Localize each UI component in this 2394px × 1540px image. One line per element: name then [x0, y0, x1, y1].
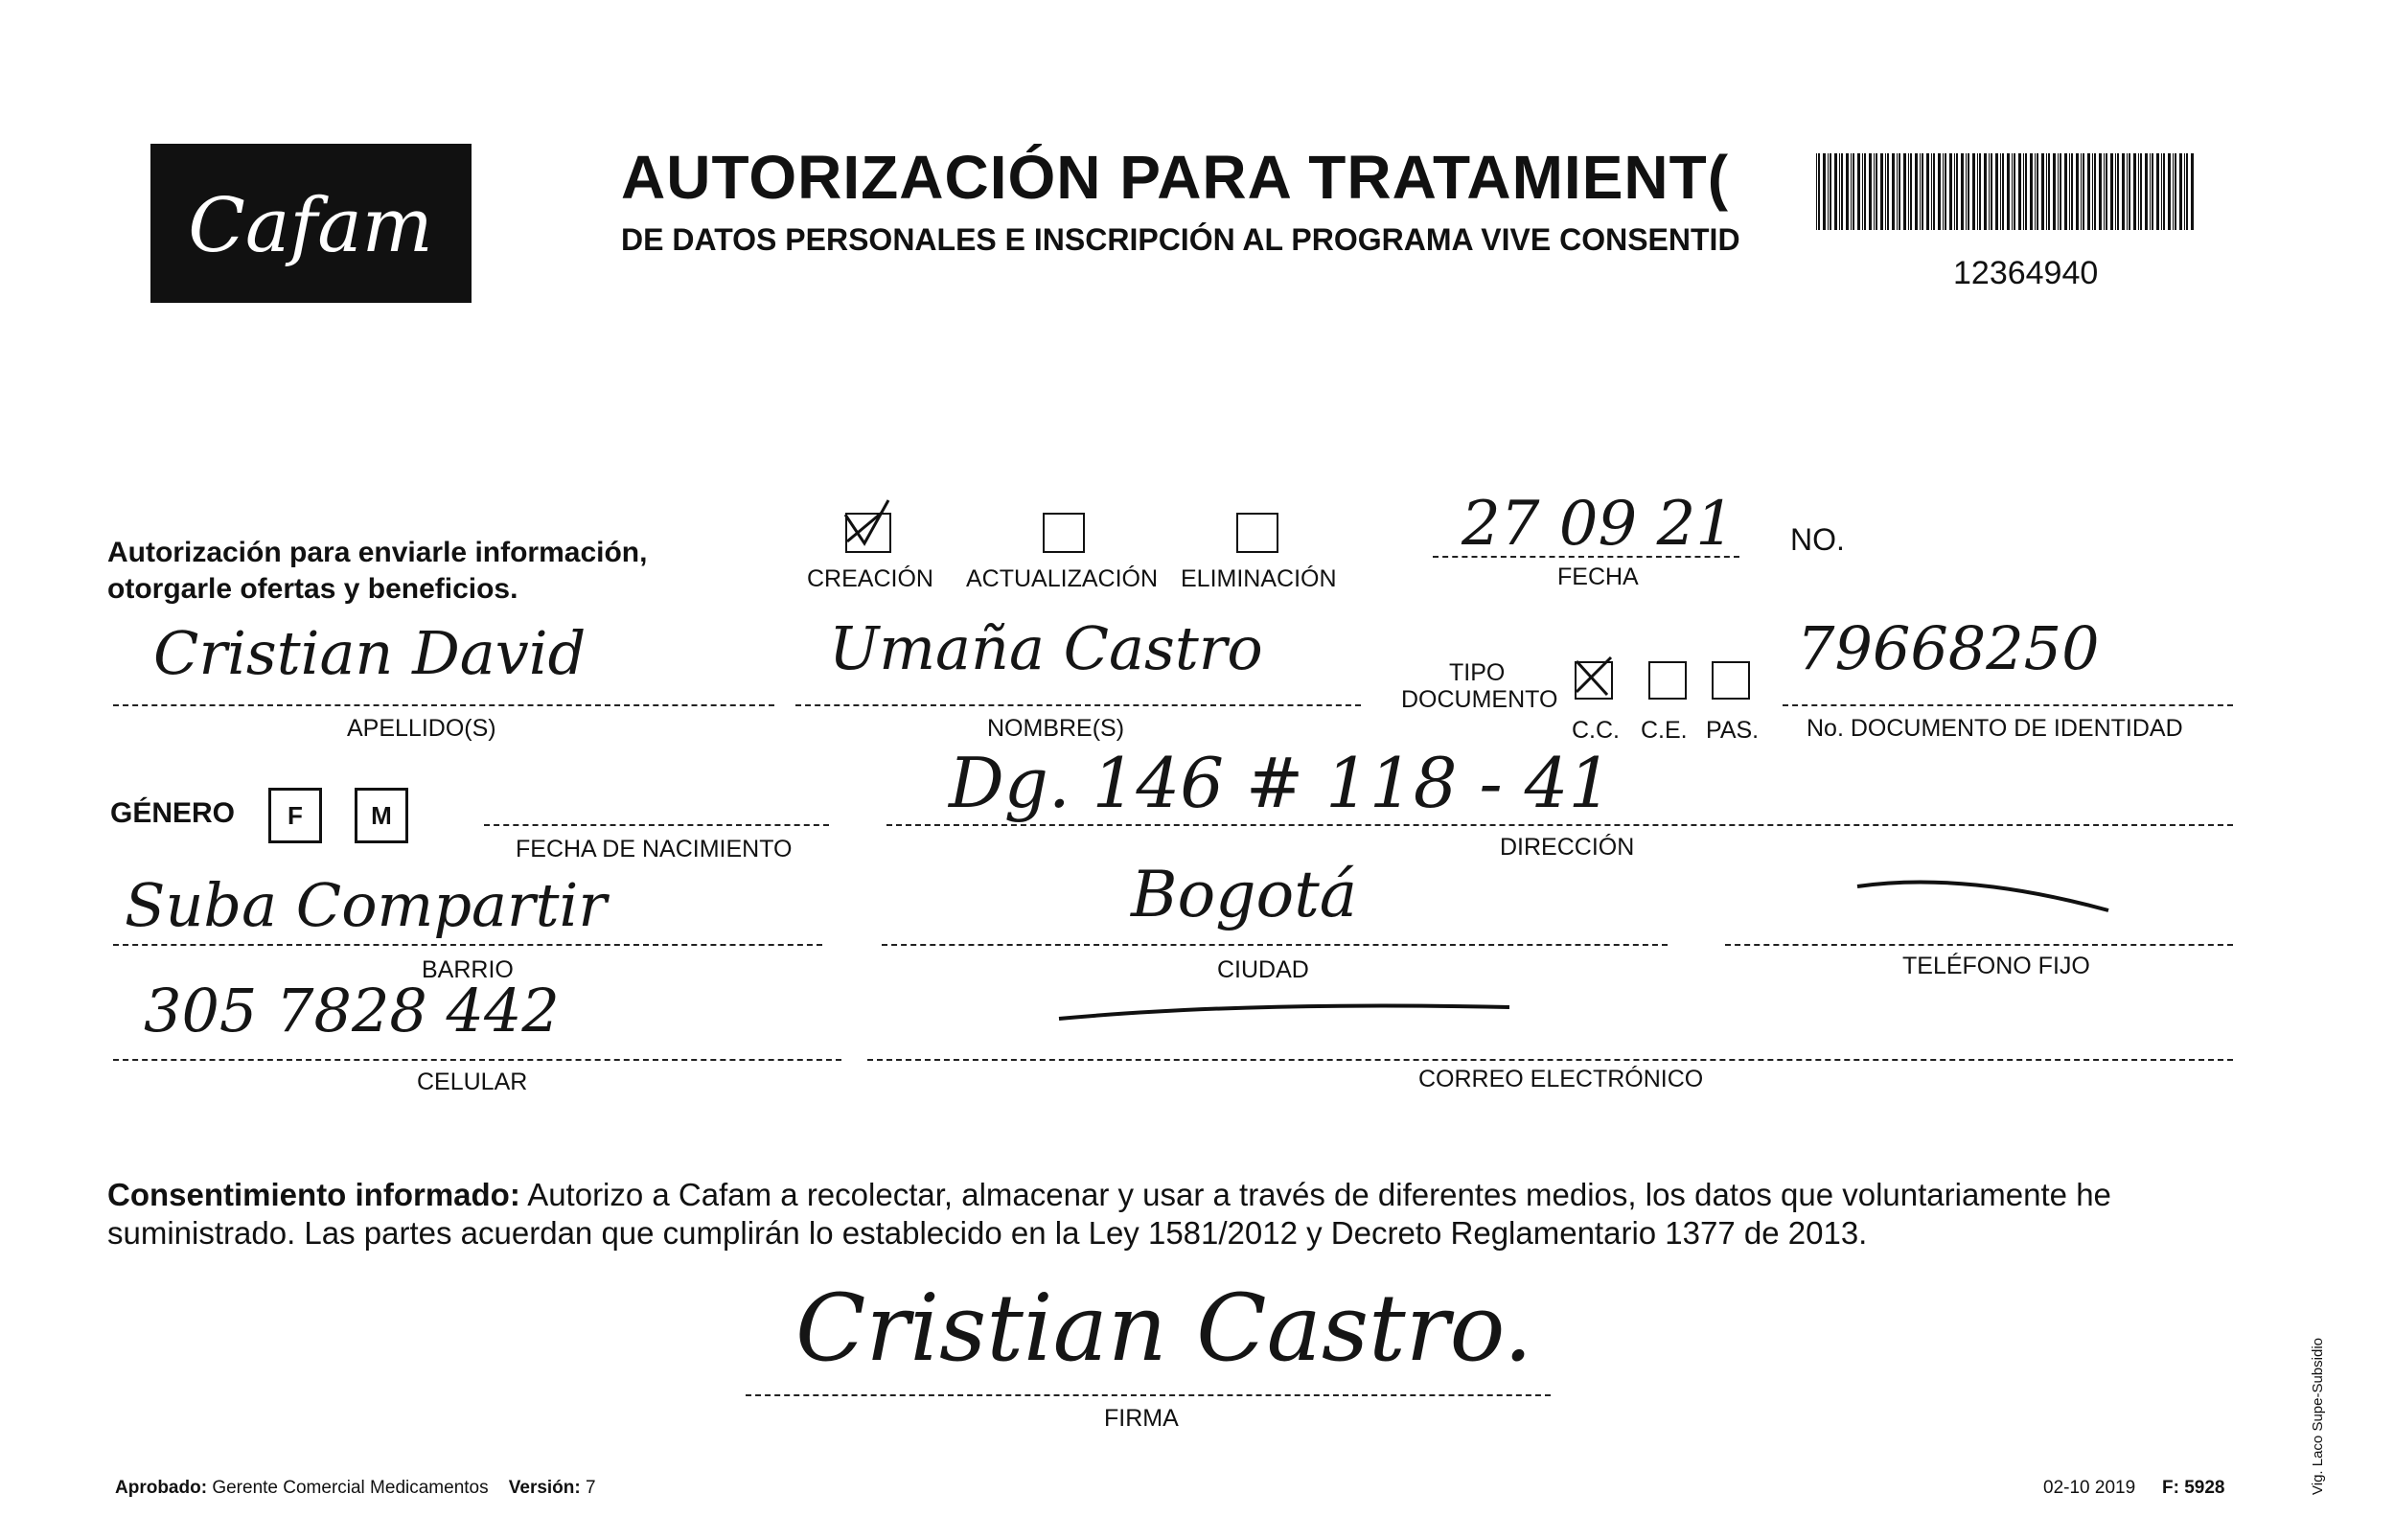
barcode-bar: [2161, 153, 2162, 230]
barcode-bar: [1920, 153, 1921, 230]
correo-label: CORREO ELECTRÓNICO: [1418, 1066, 1704, 1092]
ciudad-value[interactable]: Bogotá: [1131, 858, 1358, 931]
barcode-bar: [2163, 153, 2165, 230]
consent-heading: Consentimiento informado:: [107, 1177, 520, 1212]
barcode-bar: [2099, 153, 2102, 230]
direccion-value[interactable]: Dg. 146 # 118 - 41: [949, 743, 1613, 823]
nombres-label: NOMBRE(S): [987, 715, 1125, 742]
barcode-bar: [2064, 153, 2067, 230]
fecha-value: 27 09 21: [1462, 489, 1735, 560]
creacion-checkbox[interactable]: [845, 513, 891, 553]
barcode-bar: [1846, 153, 1849, 230]
signature-line: [746, 1394, 1551, 1396]
barcode-bar: [2110, 153, 2113, 230]
barcode-bar: [2069, 153, 2070, 230]
barcode-bar: [1853, 153, 1854, 230]
aprobado-value: Gerente Comercial Medicamentos: [212, 1478, 489, 1498]
genero-f-box[interactable]: F: [268, 788, 322, 843]
svg-text:Cafam: Cafam: [188, 183, 433, 269]
barcode-bar: [1977, 153, 1978, 230]
logo-wordmark-icon: [150, 144, 472, 303]
documento-line: [1783, 704, 2233, 706]
barcode-bar: [1903, 153, 1906, 230]
consent-paragraph: [107, 1176, 2216, 1253]
barcode-bar: [1857, 153, 1860, 230]
barcode-bar: [1931, 153, 1932, 230]
aprobado-label: Aprobado:: [115, 1478, 208, 1498]
barrio-line: [113, 944, 822, 946]
barcode-bar: [2048, 153, 2050, 230]
eliminacion-checkbox[interactable]: [1236, 513, 1278, 553]
barcode-bar: [1851, 153, 1852, 230]
barcode-bar: [1926, 153, 1929, 230]
barcode-bar: [2179, 153, 2182, 230]
version-value: 7: [586, 1478, 596, 1498]
barrio-label: BARRIO: [422, 956, 514, 983]
ce-label: C.E.: [1641, 717, 1688, 744]
barcode-bar: [1945, 153, 1946, 230]
pas-checkbox[interactable]: [1712, 661, 1750, 700]
footer-code: F: 5928: [2162, 1478, 2225, 1498]
barcode-bar: [1885, 153, 1886, 230]
ce-checkbox[interactable]: [1648, 661, 1687, 700]
form-title: AUTORIZACIÓN PARA TRATAMIENT(: [621, 143, 1729, 212]
barcode-bar: [2046, 153, 2047, 230]
barcode-bar: [2014, 153, 2015, 230]
apellidos-label: APELLIDO(S): [347, 715, 496, 742]
actualizacion-label: ACTUALIZACIÓN: [966, 565, 1159, 592]
barcode-bar: [1943, 153, 1944, 230]
barcode-bar: [2030, 153, 2033, 230]
telefono-label: TELÉFONO FIJO: [1902, 953, 2090, 979]
barcode-bar: [1984, 153, 1987, 230]
direccion-label: DIRECCIÓN: [1500, 834, 1635, 861]
barcode-bar: [2156, 153, 2159, 230]
tipo-label: TIPO: [1449, 659, 1506, 686]
consent-text: Autorizo a Cafam a recolectar, almacenar y usar a través de diferentes medios, los datos que voluntariamente he suministrado. Las partes acuerdan que cumplirán lo establecido en la Ley 1581/2012 y Decreto Reglamentario 1377 de 2013.: [107, 1177, 2111, 1251]
barcode-bar: [1922, 153, 1923, 230]
barcode-bar: [2152, 153, 2153, 230]
pas-label: PAS.: [1706, 717, 1760, 744]
barcode-bar: [2002, 153, 2004, 230]
intro-line-1: Autorización para enviarle información,: [107, 537, 648, 568]
side-vertical-text: Vig. Laco Supe-Subsidio: [2310, 1337, 2326, 1495]
correo-strike-icon: [1054, 992, 1514, 1030]
barcode-bar: [1979, 153, 1981, 230]
telefono-strike-icon: [1850, 867, 2118, 925]
barcode-bar: [1949, 153, 1952, 230]
genero-label: GÉNERO: [110, 797, 236, 829]
barcode-bar: [1968, 153, 1969, 230]
barcode-bar: [2191, 153, 2194, 230]
barcode-bar: [1933, 153, 1935, 230]
barcode-bar: [2041, 153, 2044, 230]
documento-tipo-label: DOCUMENTO: [1401, 686, 1558, 713]
barcode-bar: [2104, 153, 2105, 230]
no-label: NO.: [1790, 522, 1845, 557]
barcode-bar: [2037, 153, 2038, 230]
barcode-bar: [2150, 153, 2151, 230]
correo-line: [867, 1059, 2233, 1061]
barcode-icon: [1816, 153, 2199, 230]
barcode-bar: [2140, 153, 2142, 230]
barcode-bar: [2000, 153, 2001, 230]
barcode-bar: [2058, 153, 2059, 230]
barcode-bar: [1887, 153, 1889, 230]
barcode-bar: [2012, 153, 2013, 230]
barcode-bar: [2115, 153, 2116, 230]
cafam-logo: [150, 144, 472, 303]
barcode-bar: [1839, 153, 1840, 230]
barcode-bar: [1834, 153, 1837, 230]
barcode-number: 12364940: [1953, 255, 2099, 291]
genero-m-box[interactable]: M: [355, 788, 408, 843]
apellidos-line: [113, 704, 774, 706]
barcode-bar: [1864, 153, 1866, 230]
intro-line-2: otorgarle ofertas y beneficios.: [107, 573, 518, 605]
barcode-bar: [1956, 153, 1958, 230]
cc-label: C.C.: [1572, 717, 1620, 744]
signature-label: FIRMA: [1104, 1405, 1179, 1432]
barcode-bar: [2083, 153, 2084, 230]
barcode-bar: [2138, 153, 2139, 230]
barcode-bar: [2127, 153, 2128, 230]
barcode-bar: [2117, 153, 2119, 230]
barcode-bar: [1899, 153, 1900, 230]
barcode-bar: [1828, 153, 1829, 230]
barcode-bar: [1995, 153, 1998, 230]
barrio-value[interactable]: Suba Compartir: [125, 870, 607, 940]
ciudad-line: [882, 944, 1668, 946]
barcode-bar: [2023, 153, 2024, 230]
fecha-nacimiento-line: [484, 824, 829, 826]
barcode-bar: [1961, 153, 1964, 230]
barcode-bar: [2092, 153, 2093, 230]
actualizacion-checkbox[interactable]: [1043, 513, 1085, 553]
celular-line: [113, 1059, 841, 1061]
celular-value[interactable]: 305 7828 442: [144, 976, 560, 1046]
barcode-bar: [1915, 153, 1918, 230]
documento-label: No. DOCUMENTO DE IDENTIDAD: [1807, 715, 2183, 742]
barcode-bar: [2122, 153, 2125, 230]
barcode-bar: [2168, 153, 2171, 230]
barcode-bar: [1862, 153, 1863, 230]
apellidos-value[interactable]: Cristian David: [153, 618, 587, 688]
barcode-bar: [2094, 153, 2096, 230]
barcode-bar: [1897, 153, 1898, 230]
barcode-bar: [2018, 153, 2021, 230]
barcode-bar: [2087, 153, 2090, 230]
creacion-label: CREACIÓN: [807, 565, 933, 592]
barcode-bar: [2184, 153, 2185, 230]
barcode-bar: [1869, 153, 1872, 230]
fecha-nacimiento-label: FECHA DE NACIMIENTO: [516, 836, 793, 862]
barcode-bar: [1989, 153, 1990, 230]
nombres-line: [795, 704, 1361, 706]
documento-value[interactable]: 79668250: [1797, 613, 2100, 683]
direccion-line: [886, 824, 2233, 826]
barcode-bar: [2071, 153, 2073, 230]
check-mark-icon: [1569, 652, 1617, 700]
barcode-bar: [2081, 153, 2082, 230]
nombres-value[interactable]: Umaña Castro: [829, 613, 1263, 683]
barcode-bar: [2186, 153, 2188, 230]
signature-value[interactable]: Cristian Castro.: [795, 1275, 1533, 1382]
barcode-bar: [2060, 153, 2061, 230]
barcode-bar: [2053, 153, 2056, 230]
barcode-bar: [1991, 153, 1992, 230]
barcode-bar: [2129, 153, 2130, 230]
eliminacion-label: ELIMINACIÓN: [1181, 565, 1337, 592]
footer-approved: [115, 1478, 596, 1499]
telefono-line: [1725, 944, 2233, 946]
ciudad-label: CIUDAD: [1217, 956, 1309, 983]
barcode-bar: [1910, 153, 1912, 230]
barcode-bar: [2035, 153, 2036, 230]
barcode-bar: [1841, 153, 1843, 230]
barcode-bar: [1892, 153, 1895, 230]
barcode-bar: [1823, 153, 1826, 230]
barcode-bar: [1816, 153, 1817, 230]
fecha-line: [1433, 556, 1739, 558]
version-label: Versión:: [508, 1478, 581, 1498]
barcode-bar: [1972, 153, 1975, 230]
barcode-bar: [2173, 153, 2174, 230]
barcode-bar: [1876, 153, 1877, 230]
check-mark-icon: [836, 495, 893, 553]
barcode-bar: [2076, 153, 2079, 230]
barcode-bar: [2145, 153, 2148, 230]
barcode-bar: [2175, 153, 2176, 230]
footer-date: 02-10 2019: [2043, 1478, 2136, 1498]
barcode-bar: [1830, 153, 1831, 230]
barcode-bar: [2106, 153, 2107, 230]
barcode-bar: [1966, 153, 1967, 230]
barcode-bar: [2025, 153, 2027, 230]
barcode-bar: [1954, 153, 1955, 230]
cc-checkbox[interactable]: [1575, 661, 1613, 700]
form-subtitle: DE DATOS PERSONALES E INSCRIPCIÓN AL PROGRAMA VIVE CONSENTID: [621, 222, 1740, 257]
barcode-bar: [1880, 153, 1883, 230]
barcode-bar: [2007, 153, 2010, 230]
barcode-bar: [2133, 153, 2136, 230]
celular-label: CELULAR: [417, 1069, 528, 1095]
barcode-bar: [1938, 153, 1941, 230]
barcode-bar: [1818, 153, 1820, 230]
barcode-bar: [1874, 153, 1875, 230]
barcode-bar: [1908, 153, 1909, 230]
fecha-label: FECHA: [1557, 563, 1639, 590]
